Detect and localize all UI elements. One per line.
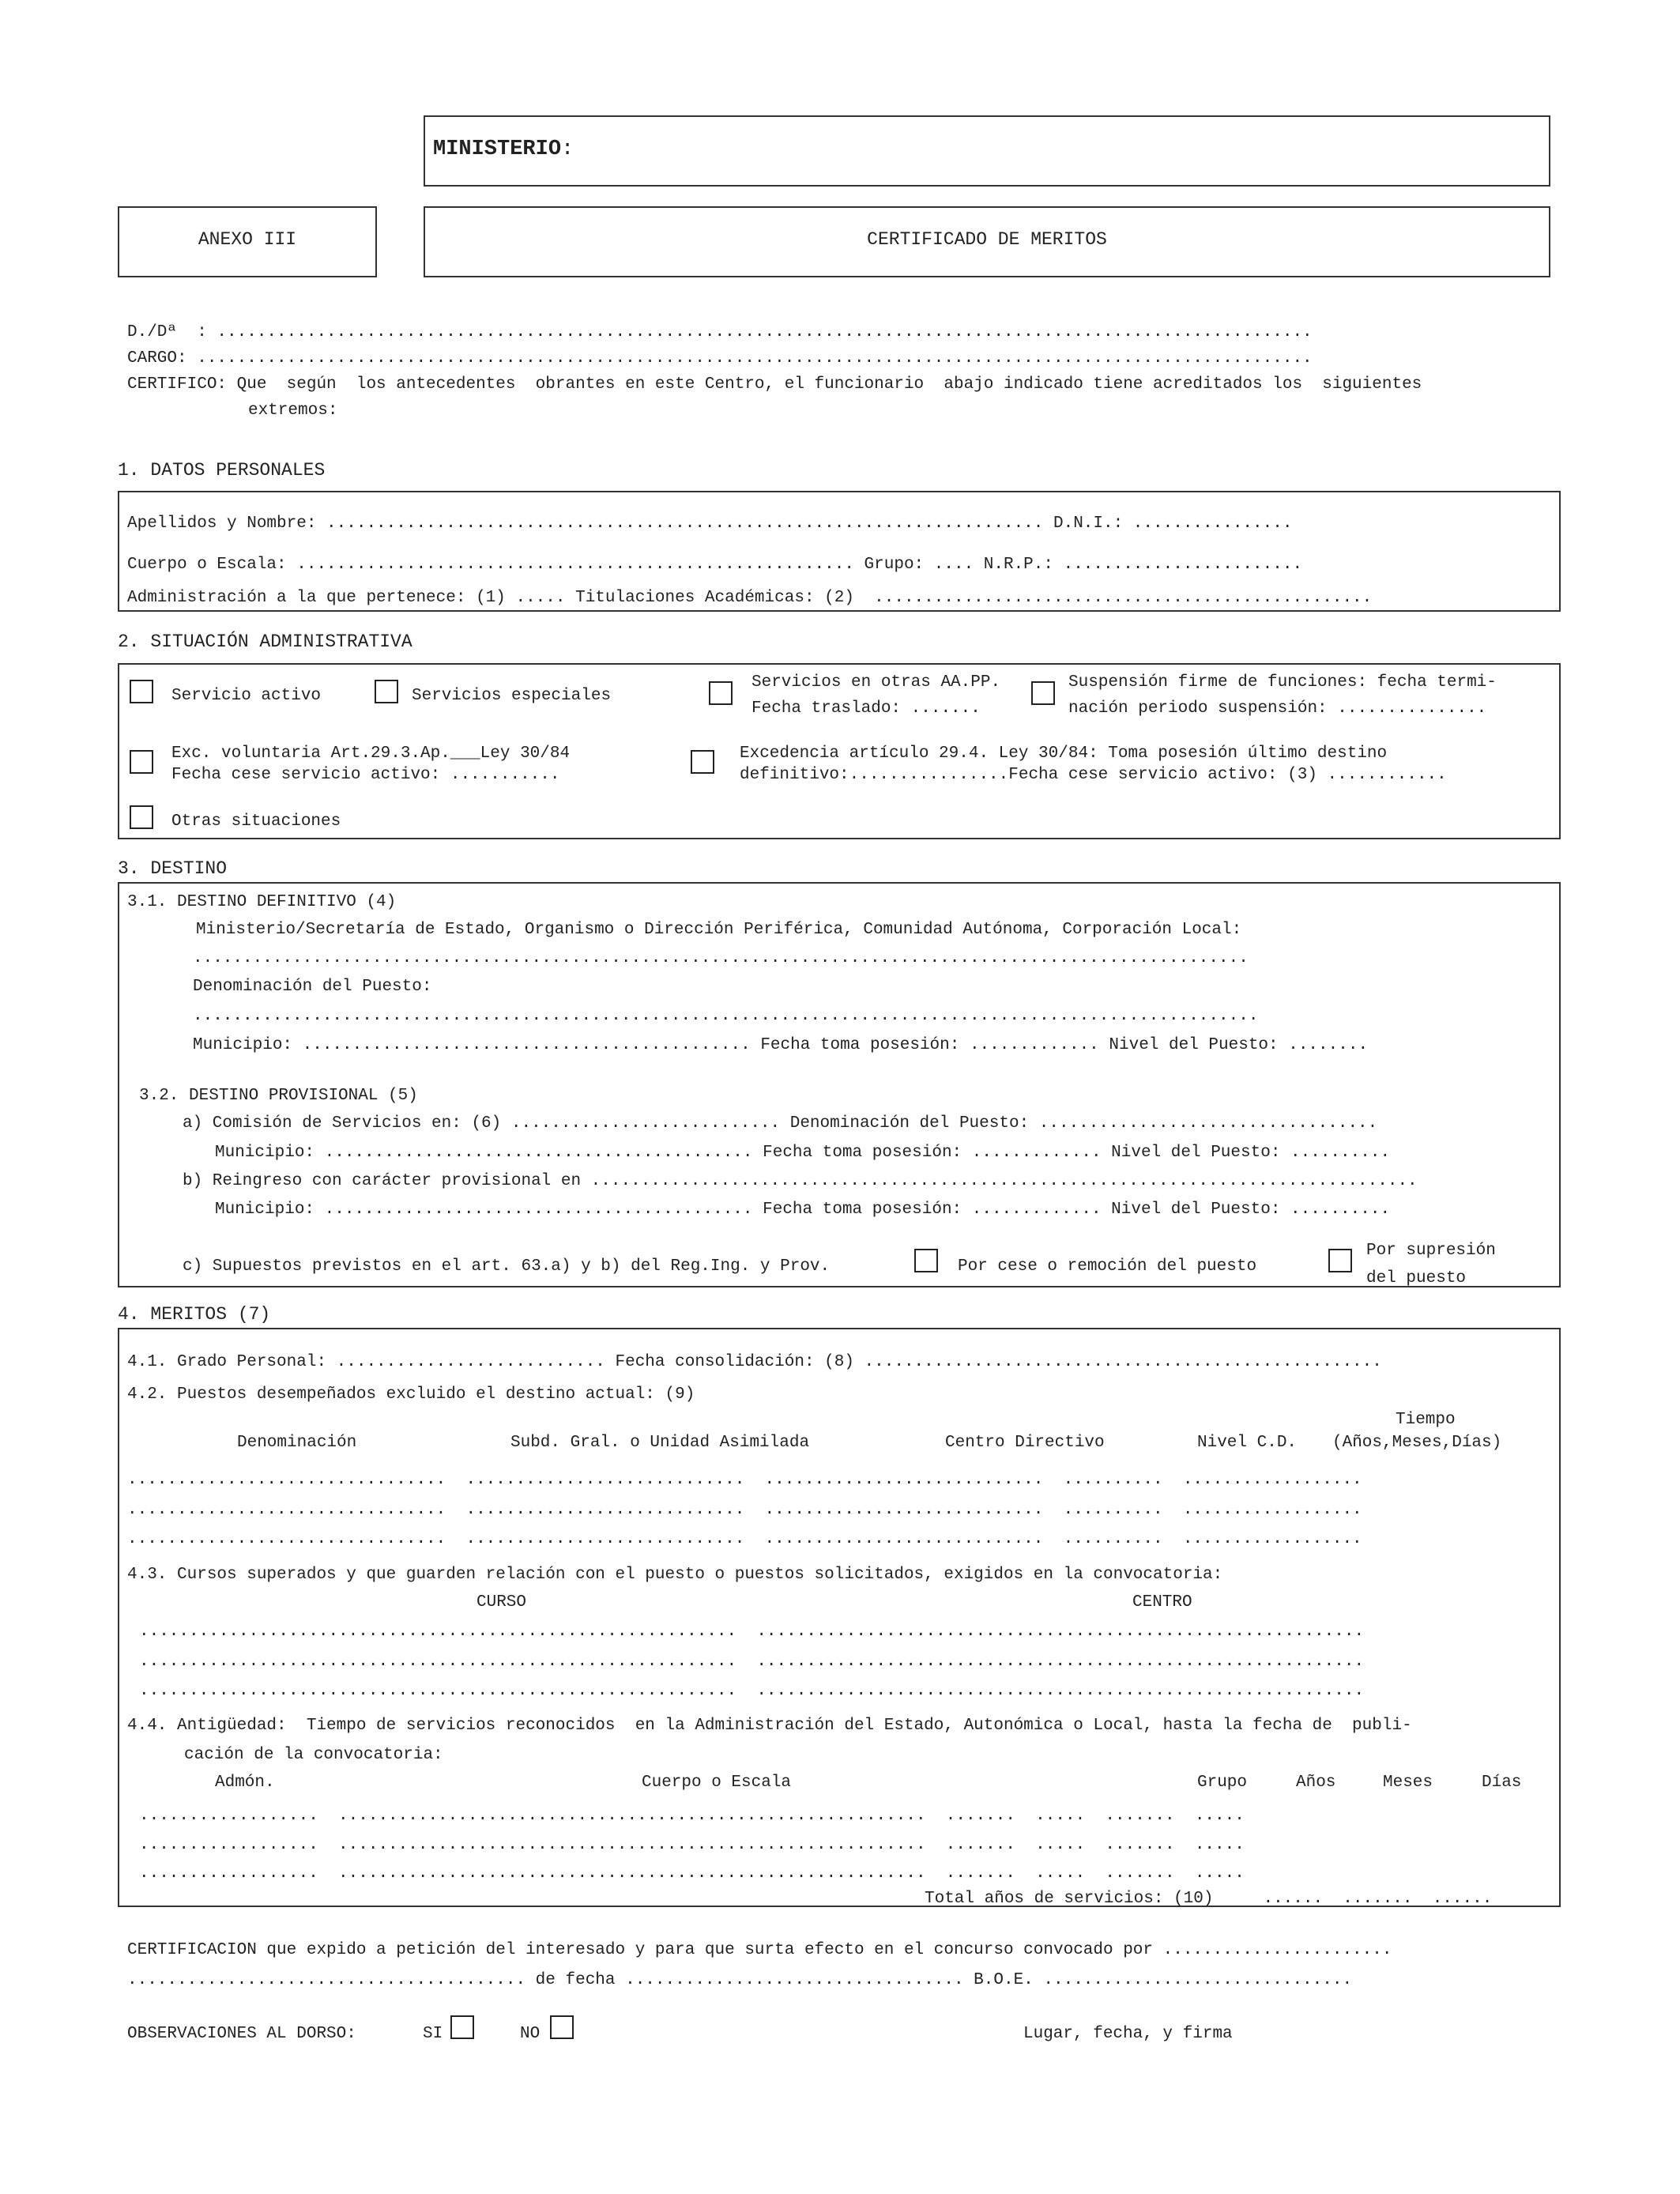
suspension-checkbox[interactable] [1031, 681, 1055, 705]
supuestos-line: c) Supuestos previstos en el art. 63.a) y b) del Reg.Ing. y Prov. [183, 1257, 831, 1276]
destino-provisional-title: 3.2. DESTINO PROVISIONAL (5) [139, 1087, 418, 1105]
cese-checkbox[interactable] [914, 1249, 938, 1272]
cursos-line: 4.3. Cursos superados y que guarden relación con el puesto o puestos solicitados, exigidos en la convocatoria: [127, 1566, 1223, 1584]
ministerio-label: MINISTERIO: [433, 138, 574, 161]
col-anos: Años [1296, 1774, 1336, 1792]
servicio-activo-checkbox[interactable] [130, 680, 153, 703]
col-tiempo: Tiempo [1396, 1411, 1456, 1429]
comision-servicios-line: a) Comisión de Servicios en: (6) ........................... Denominación del Puesto: .................................. [183, 1114, 1378, 1133]
destino-municipio-line: Municipio: ............................................. Fecha toma posesión: ............. Nivel del Puesto: ........ [193, 1036, 1369, 1054]
servicio-activo-label: Servicio activo [171, 687, 322, 705]
denominacion-puesto-label: Denominación del Puesto: [193, 978, 432, 996]
excedencia-label-2: definitivo:................Fecha cese servicio activo: (3) ............ [740, 766, 1447, 784]
antiguedad-line-2: cación de la convocatoria: [184, 1746, 443, 1764]
otras-aapp-checkbox[interactable] [709, 681, 733, 705]
destino-ministerio-line: Ministerio/Secretaría de Estado, Organismo o Dirección Periférica, Comunidad Autónoma, Corporación Local: [196, 921, 1242, 939]
no-checkbox[interactable] [550, 2015, 574, 2039]
total-anos-servicios: Total años de servicios: (10) ...... ....... ...... [925, 1890, 1493, 1908]
puestos-row: ................................ ............................ ............................ .......... .................. [127, 1471, 1362, 1489]
otras-aapp-label-1: Servicios en otras AA.PP. [751, 673, 1001, 692]
section-2-title: 2. SITUACIÓN ADMINISTRATIVA [118, 631, 412, 652]
otras-aapp-label-2: Fecha traslado: ....... [751, 699, 981, 718]
cursos-row: ............................................................ ............................................................. [139, 1623, 1365, 1641]
otras-situaciones-label: Otras situaciones [171, 812, 341, 831]
destino-dots-2: ........................................................................................................... [193, 1007, 1259, 1025]
antiguedad-row: .................. ........................................................... ....... ..... ....... ..... [139, 1836, 1245, 1854]
certificacion-line-1: CERTIFICACION que expido a petición del interesado y para que surta efecto en el concurso convocado por ....................... [127, 1941, 1392, 1959]
comision-municipio-line: Municipio: ........................................... Fecha toma posesión: ............. Nivel del Puesto: .......... [215, 1144, 1391, 1162]
antiguedad-row: .................. ........................................................... ....... ..... ....... ..... [139, 1807, 1245, 1825]
col-meses: Meses [1383, 1774, 1433, 1792]
si-checkbox[interactable] [450, 2015, 474, 2039]
col-dias: Días [1482, 1774, 1522, 1792]
destino-definitivo-title: 3.1. DESTINO DEFINITIVO (4) [127, 893, 397, 911]
puestos-row: ................................ ............................ ............................ .......... .................. [127, 1530, 1362, 1548]
cese-label: Por cese o remoción del puesto [958, 1257, 1257, 1276]
servicios-especiales-checkbox[interactable] [375, 680, 398, 703]
supresion-label-1: Por supresión [1366, 1242, 1496, 1260]
grado-personal-line: 4.1. Grado Personal: ........................... Fecha consolidación: (8) .................................................... [127, 1353, 1382, 1371]
section-3-title: 3. DESTINO [118, 858, 228, 879]
col-centro: CENTRO [1132, 1593, 1192, 1612]
dd-line: D./Dª : .............................................................................................................. [127, 323, 1313, 341]
puestos-desempenados-line: 4.2. Puestos desempeñados excluido el destino actual: (9) [127, 1385, 695, 1404]
servicios-especiales-label: Servicios especiales [412, 687, 612, 705]
col-anos-meses-dias: (Años,Meses,Días) [1332, 1434, 1502, 1452]
certificado-title: CERTIFICADO DE MERITOS [867, 229, 1107, 250]
col-curso: CURSO [477, 1593, 527, 1612]
destino-dots-1: .......................................................................................................... [193, 949, 1249, 967]
anexo-label: ANEXO III [198, 229, 297, 250]
certifico-line: CERTIFICO: Que según los antecedentes obrantes en este Centro, el funcionario abajo indicado tiene acreditados los siguientes [127, 375, 1422, 394]
cuerpo-line: Cuerpo o Escala: ........................................................ Grupo: .... N.R.P.: ........................ [127, 556, 1303, 574]
suspension-label-1: Suspensión firme de funciones: fecha termi- [1068, 673, 1497, 692]
reingreso-line: b) Reingreso con carácter provisional en ................................................................................... [183, 1172, 1418, 1190]
cursos-row: ............................................................ ............................................................. [139, 1682, 1365, 1700]
section-3-box [118, 882, 1561, 1287]
apellidos-line: Apellidos y Nombre: ........................................................................ D.N.I.: ................ [127, 515, 1293, 533]
col-centro-directivo: Centro Directivo [945, 1434, 1105, 1452]
puestos-row: ................................ ............................ ............................ .......... .................. [127, 1501, 1362, 1519]
antiguedad-row: .................. ........................................................... ....... ..... ....... ..... [139, 1864, 1245, 1883]
section-1-title: 1. DATOS PERSONALES [118, 460, 326, 481]
ministerio-box [424, 115, 1550, 187]
otras-situaciones-checkbox[interactable] [130, 805, 153, 829]
col-cuerpo-escala: Cuerpo o Escala [642, 1774, 792, 1792]
col-nivel-cd: Nivel C.D. [1197, 1434, 1298, 1452]
reingreso-municipio-line: Municipio: ........................................... Fecha toma posesión: ............. Nivel del Puesto: .......... [215, 1201, 1391, 1219]
observaciones-label: OBSERVACIONES AL DORSO: [127, 2025, 356, 2043]
lugar-fecha-firma: Lugar, fecha, y firma [1023, 2025, 1233, 2043]
extremos-line: extremos: [248, 401, 338, 420]
excedencia-label-1: Excedencia artículo 29.4. Ley 30/84: Toma posesión último destino [740, 745, 1388, 763]
supresion-label-2: del puesto [1366, 1269, 1467, 1287]
cursos-row: ............................................................ ............................................................. [139, 1653, 1365, 1671]
certificacion-line-2: ........................................ de fecha .................................. B.O.E. ............................... [127, 1971, 1353, 1989]
suspension-label-2: nación periodo suspensión: ............... [1068, 699, 1487, 718]
supresion-checkbox[interactable] [1328, 1249, 1352, 1272]
cargo-line: CARGO: ................................................................................................................ [127, 349, 1313, 368]
section-4-title: 4. MERITOS (7) [118, 1304, 271, 1325]
si-label: SI [423, 2025, 443, 2043]
exc-voluntaria-checkbox[interactable] [130, 750, 153, 774]
col-denominacion: Denominación [237, 1434, 357, 1452]
col-subd-gral: Subd. Gral. o Unidad Asimilada [510, 1434, 810, 1452]
administracion-line: Administración a la que pertenece: (1) ..... Titulaciones Académicas: (2) .................................................. [127, 589, 1373, 607]
col-grupo: Grupo [1197, 1774, 1248, 1792]
exc-voluntaria-label-1: Exc. voluntaria Art.29.3.Ap.___Ley 30/84 [171, 745, 571, 763]
col-admon: Admón. [215, 1774, 275, 1792]
excedencia-checkbox[interactable] [691, 750, 714, 774]
no-label: NO [520, 2025, 541, 2043]
antiguedad-line-1: 4.4. Antigüedad: Tiempo de servicios reconocidos en la Administración del Estado, Autonómica o Local, hasta la fecha de publi- [127, 1717, 1412, 1735]
exc-voluntaria-label-2: Fecha cese servicio activo: ........... [171, 766, 560, 784]
